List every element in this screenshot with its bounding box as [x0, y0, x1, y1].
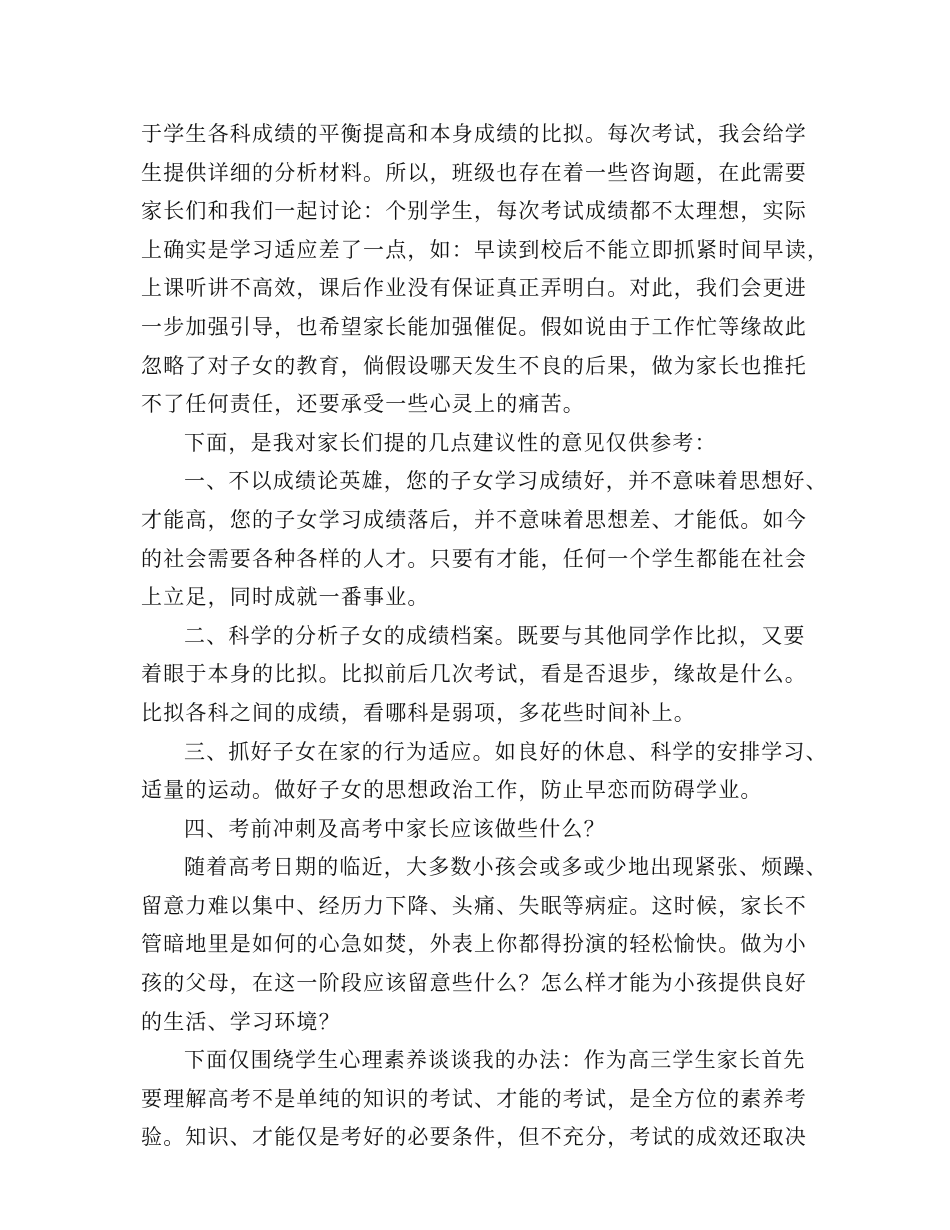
text-line: 上课听讲不高效，课后作业没有保证真正弄明白。对此，我们会更进: [141, 276, 807, 301]
text-line: 才能高，您的子女学习成绩落后，并不意味着思想差、才能低。如今: [141, 507, 807, 532]
text-line: 要理解高考不是单纯的知识的考试、才能的考试，是全方位的素养考: [141, 1086, 807, 1111]
text-line: 留意力难以集中、经历力下降、头痛、失眠等病症。这时候，家长不: [141, 893, 807, 918]
text-line: 家长们和我们一起讨论：个别学生，每次考试成绩都不太理想，实际: [141, 199, 807, 224]
text-line: 下面仅围绕学生心理素养谈谈我的办法：作为高三学生家长首先: [184, 1048, 806, 1073]
text-line: 随着高考日期的临近，大多数小孩会或多或少地出现紧张、烦躁、: [184, 855, 828, 880]
text-line: 下面，是我对家长们提的几点建议性的意见仅供参考：: [184, 430, 717, 455]
text-line: 忽略了对子女的教育，倘假设哪天发生不良的后果，做为家长也推托: [141, 353, 807, 378]
text-line: 一步加强引导，也希望家长能加强催促。假如说由于工作忙等缘故此: [141, 314, 807, 339]
text-line: 于学生各科成绩的平衡提高和本身成绩的比拟。每次考试，我会给学: [141, 122, 807, 146]
text-line: 二、科学的分析子女的成绩档案。既要与其他同学作比拟，又要: [184, 623, 806, 648]
text-line: 上立足，同时成就一番事业。: [141, 585, 430, 610]
text-line: 的社会需要各种各样的人才。只要有才能，任何一个学生都能在社会: [141, 546, 807, 571]
text-line: 验。知识、才能仅是考好的必要条件，但不充分，考试的成效还取决: [141, 1125, 807, 1150]
text-line: 着眼于本身的比拟。比拟前后几次考试，看是否退步，缘故是什么。: [141, 662, 807, 687]
text-line: 比拟各科之间的成绩，看哪科是弱项，多花些时间补上。: [141, 700, 696, 725]
text-line: 的生活、学习环境？: [141, 1009, 341, 1034]
text-line: 上确实是学习适应差了一点，如：早读到校后不能立即抓紧时间早读，: [141, 237, 830, 262]
text-line: 孩的父母，在这一阶段应该留意些什么？怎么样才能为小孩提供良好: [141, 971, 807, 996]
text-line: 管暗地里是如何的心急如焚，外表上你都得扮演的轻松愉快。做为小: [141, 932, 807, 957]
text-line: 一、不以成绩论英雄，您的子女学习成绩好，并不意味着思想好、: [184, 469, 828, 494]
text-line: 生提供详细的分析材料。所以，班级也存在着一些咨询题，在此需要: [141, 160, 807, 185]
text-line: 四、考前冲刺及高考中家长应该做些什么？: [184, 816, 606, 841]
document-body: [141, 115, 830, 1157]
text-line: 不了任何责任，还要承受一些心灵上的痛苦。: [141, 392, 585, 417]
text-line: 三、抓好子女在家的行为适应。如良好的休息、科学的安排学习、: [184, 739, 828, 764]
text-line: 适量的运动。做好子女的思想政治工作，防止早恋而防碍学业。: [141, 778, 763, 803]
